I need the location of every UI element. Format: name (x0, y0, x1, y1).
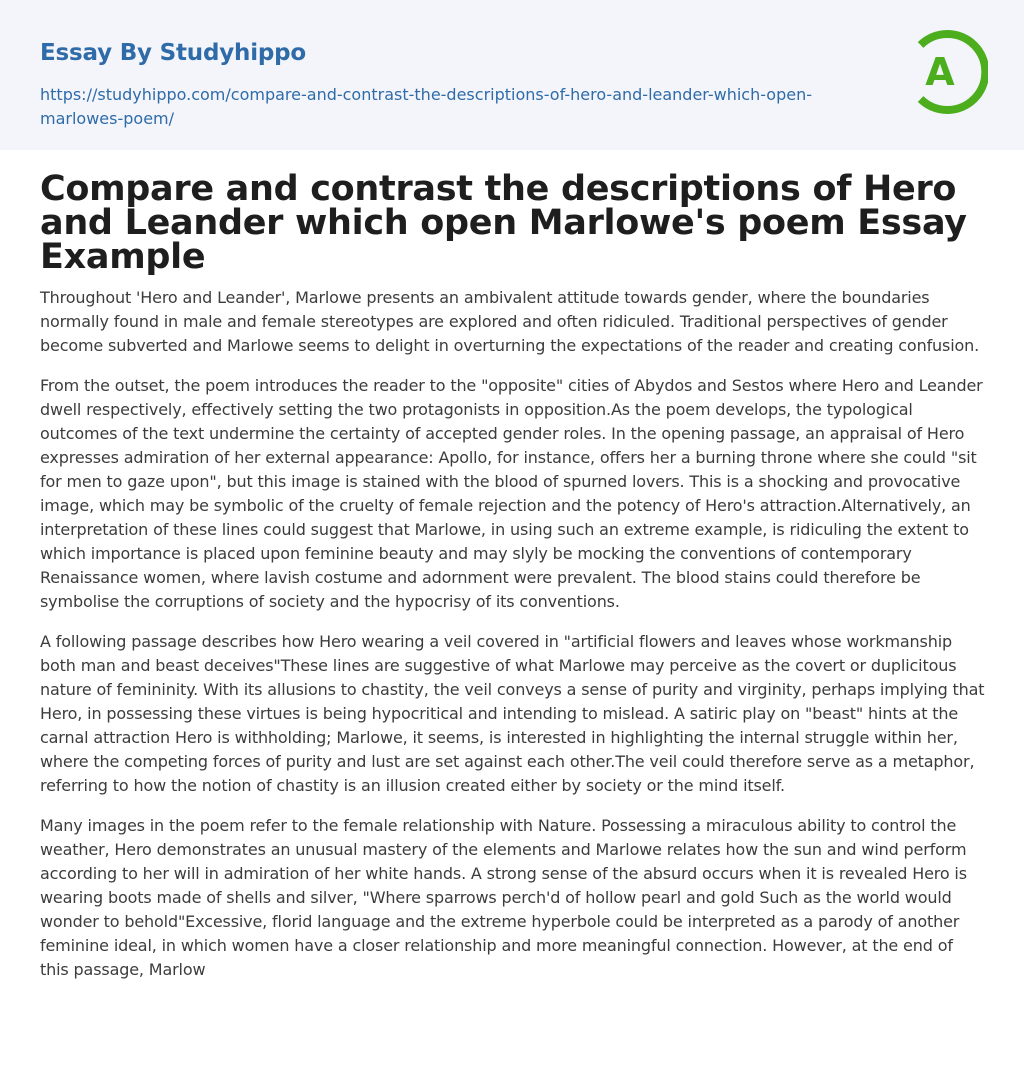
site-header (0, 0, 1024, 150)
source-url-link[interactable]: https://studyhippo.com/compare-and-contrast-the-descriptions-of-hero-and-leander-which-open-marlowes-poem/ (40, 85, 813, 128)
brand-title[interactable]: Essay By Studyhippo (40, 40, 307, 66)
essay-content (40, 169, 986, 998)
essay-paragraph: From the outset, the poem introduces the reader to the "opposite" cities of Abydos and Sestos where Hero and Leander dwell respectively, effectively setting the two protagonists in opposition.As the poem develops, the typological outcomes of the text undermine the certainty of accepted gender roles. In the opening passage, an appraisal of Hero expresses admiration of her external appearance: Apollo, for instance, offers her a burning throne where she could "sit for men to gaze upon", but this image is stained with the blood of spurned lovers. This is a shocking and provocative image, which may be symbolic of the cruelty of female rejection and the potency of Hero's attraction.Alternatively, an interpretation of these lines could suggest that Marlowe, in using such an extreme example, is ridiculing the extent to which importance is placed upon feminine beauty and may slyly be mocking the conventions of contemporary Renaissance women, where lavish costume and adornment were prevalent. The blood stains could therefore be symbolise the corruptions of society and the hypocrisy of its conventions. (40, 376, 983, 611)
logo[interactable] (902, 28, 988, 116)
essay-paragraph: Many images in the poem refer to the female relationship with Nature. Possessing a miraculous ability to control the weather, Hero demonstrates an unusual mastery of the elements and Marlowe relates how the sun and wind perform according to her will in admiration of her white hands. A strong sense of the absurd occurs when it is revealed Hero is wearing boots made of shells and silver, "Where sparrows perch'd of hollow pearl and gold Such as the world would wonder to behold"Excessive, florid language and the extreme hyperbole could be interpreted as a parody of another feminine ideal, in which women have a closer relationship and more meaningful connection. However, at the end of this passage, Marlow (40, 816, 967, 979)
page-title: Compare and contrast the descriptions of Hero and Leander which open Marlowe's poem Essay Example (40, 169, 967, 277)
logo-letter: A (925, 50, 955, 94)
logo-ring-icon (902, 28, 988, 116)
essay-paragraph: A following passage describes how Hero wearing a veil covered in "artificial flowers and leaves whose workmanship both man and beast deceives"These lines are suggestive of what Marlowe may perceive as the covert or duplicitous nature of femininity. With its allusions to chastity, the veil conveys a sense of purity and virginity, perhaps implying that Hero, in possessing these virtues is being hypocritical and intending to mislead. A satiric play on "beast" hints at the carnal attraction Hero is withholding; Marlowe, it seems, is interested in highlighting the internal struggle within her, where the competing forces of purity and lust are set against each other.The veil could therefore serve as a metaphor, referring to how the notion of chastity is an illusion created either by society or the mind itself. (40, 632, 985, 795)
essay-paragraph: Throughout 'Hero and Leander', Marlowe presents an ambivalent attitude towards gender, where the boundaries normally found in male and female stereotypes are explored and often ridiculed. Traditional perspectives of gender become subverted and Marlowe seems to delight in overturning the expectations of the reader and creating confusion. (40, 288, 980, 355)
